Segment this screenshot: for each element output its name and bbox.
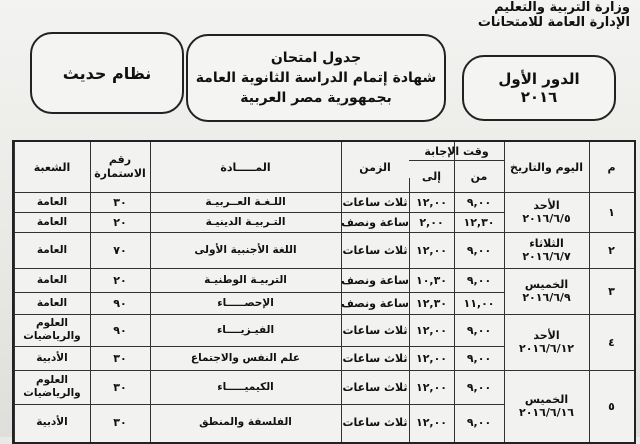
subject: الفيـزيــــاء	[216, 323, 275, 336]
day-date-cell	[504, 268, 589, 314]
duration: ثلاث ساعات	[342, 351, 408, 365]
time-from: ٩,٠٠	[466, 380, 492, 394]
title-box	[186, 34, 446, 122]
duration: ثلاث ساعات	[342, 380, 408, 394]
subject: الكيميـــــاء	[217, 380, 274, 393]
duration: ساعة ونصف	[341, 215, 409, 229]
branch: العامة	[36, 195, 68, 208]
exam-date: ٢٠١٦/٦/٩	[522, 291, 571, 304]
subject: اللغة الأجنبية الأولى	[194, 243, 297, 256]
form-number: ٣٠	[113, 380, 127, 394]
subject: الإحصـــــاء	[217, 296, 274, 309]
header-day-date: اليوم والتاريخ	[510, 160, 583, 174]
day-name: الأحد	[533, 329, 560, 342]
day-name: الأحد	[533, 199, 560, 212]
header-from: من	[470, 169, 488, 183]
title-line: جدول امتحان	[270, 50, 362, 66]
duration: ساعة ونصف	[341, 296, 409, 310]
duration: ثلاث ساعات	[342, 195, 408, 209]
day-name: الخميس	[524, 393, 569, 406]
branch: العلوم والرياضيات	[23, 317, 81, 342]
duration: ثلاث ساعات	[342, 323, 408, 337]
time-from: ٩,٠٠	[466, 195, 492, 209]
header-duration: الزمن	[359, 160, 391, 174]
system-box	[30, 32, 184, 114]
form-number: ٣٠	[113, 351, 127, 365]
subject: اللـغـة العــربيـة	[205, 195, 286, 208]
time-to: ١٢,٠٠	[415, 243, 448, 257]
day-date-cell	[504, 192, 589, 232]
time-to: ١٢,٠٠	[415, 380, 448, 394]
title-line: شهادة إتمام الدراسة الثانوية العامة	[195, 70, 437, 86]
header-branch: الشعبة	[33, 160, 71, 174]
day-number: ٥	[608, 399, 615, 413]
header-subject: المـــــادة	[220, 160, 271, 174]
day-name: الخميس	[524, 278, 569, 291]
ministry-line: الإدارة العامة للامتحانات	[477, 15, 630, 30]
round-label: الدور الأول	[498, 70, 580, 88]
form-number: ٩٠	[113, 296, 127, 310]
round-box	[462, 55, 616, 121]
form-number: ٢٠	[113, 215, 127, 229]
time-to: ١٠,٣٠	[415, 273, 448, 287]
ministry-line: وزارة التربية والتعليم	[494, 0, 630, 15]
header-to: إلى	[421, 169, 442, 183]
time-to: ٢,٠٠	[419, 215, 444, 229]
day-number: ٤	[608, 335, 615, 349]
form-number: ٣٠	[113, 195, 127, 209]
time-to: ١٢,٠٠	[415, 323, 448, 337]
exam-date: ٢٠١٦/٦/٥	[522, 212, 571, 225]
branch: العامة	[36, 273, 68, 286]
header-form-no: رقم الاستمارة	[94, 153, 146, 180]
form-number: ٢٠	[113, 273, 127, 287]
day-date-cell	[504, 232, 589, 268]
header-num: م	[607, 160, 616, 174]
branch: العامة	[36, 215, 68, 228]
time-from: ٩,٠٠	[466, 351, 492, 365]
round-year: ٢٠١٦	[520, 88, 558, 106]
branch: العامة	[36, 243, 68, 256]
time-to: ١٢,٠٠	[415, 195, 448, 209]
exam-date: ٢٠١٦/٦/١٢	[518, 342, 575, 355]
time-from: ٩,٠٠	[466, 243, 492, 257]
exam-date: ٢٠١٦/٦/١٦	[518, 406, 575, 419]
day-number: ١	[608, 205, 615, 219]
schedule-table	[12, 140, 636, 444]
duration: ساعة ونصف	[341, 273, 409, 287]
subject: التربيـة الوطنيـة	[204, 273, 287, 286]
subject: التـربيـة الدينيـة	[205, 215, 286, 228]
branch: العلوم والرياضيات	[23, 374, 81, 399]
day-name: الثلاثاء	[529, 237, 564, 250]
branch: الأدبية	[36, 415, 68, 428]
subject: الفلسفة والمنطق	[199, 415, 292, 428]
day-date-cell	[504, 314, 589, 370]
exam-date: ٢٠١٦/٦/٧	[522, 250, 571, 263]
day-date-cell	[504, 370, 589, 442]
form-number: ٣٠	[113, 415, 127, 429]
time-from: ١٢,٣٠	[463, 215, 495, 229]
time-from: ٩,٠٠	[466, 273, 492, 287]
subject: علم النفس والاجتماع	[190, 351, 301, 364]
time-from: ٩,٠٠	[466, 323, 492, 337]
duration: ثلاث ساعات	[342, 415, 408, 429]
day-number: ٢	[608, 243, 615, 257]
branch: العامة	[36, 296, 68, 309]
day-number: ٣	[608, 284, 615, 298]
branch: الأدبية	[36, 351, 68, 364]
time-to: ١٢,٠٠	[415, 415, 448, 429]
time-from: ٩,٠٠	[466, 415, 492, 429]
time-from: ١١,٠٠	[463, 296, 495, 310]
form-number: ٧٠	[113, 243, 127, 257]
system-label: نظام حديث	[62, 63, 152, 83]
time-to: ١٢,٠٠	[415, 351, 448, 365]
duration: ثلاث ساعات	[342, 243, 408, 257]
form-number: ٩٠	[113, 323, 127, 337]
time-to: ١٢,٣٠	[415, 296, 448, 310]
header-answer-time: وقت الإجابة	[424, 144, 489, 158]
title-line: بجمهورية مصر العربية	[240, 90, 392, 106]
ministry-header	[440, 0, 630, 30]
